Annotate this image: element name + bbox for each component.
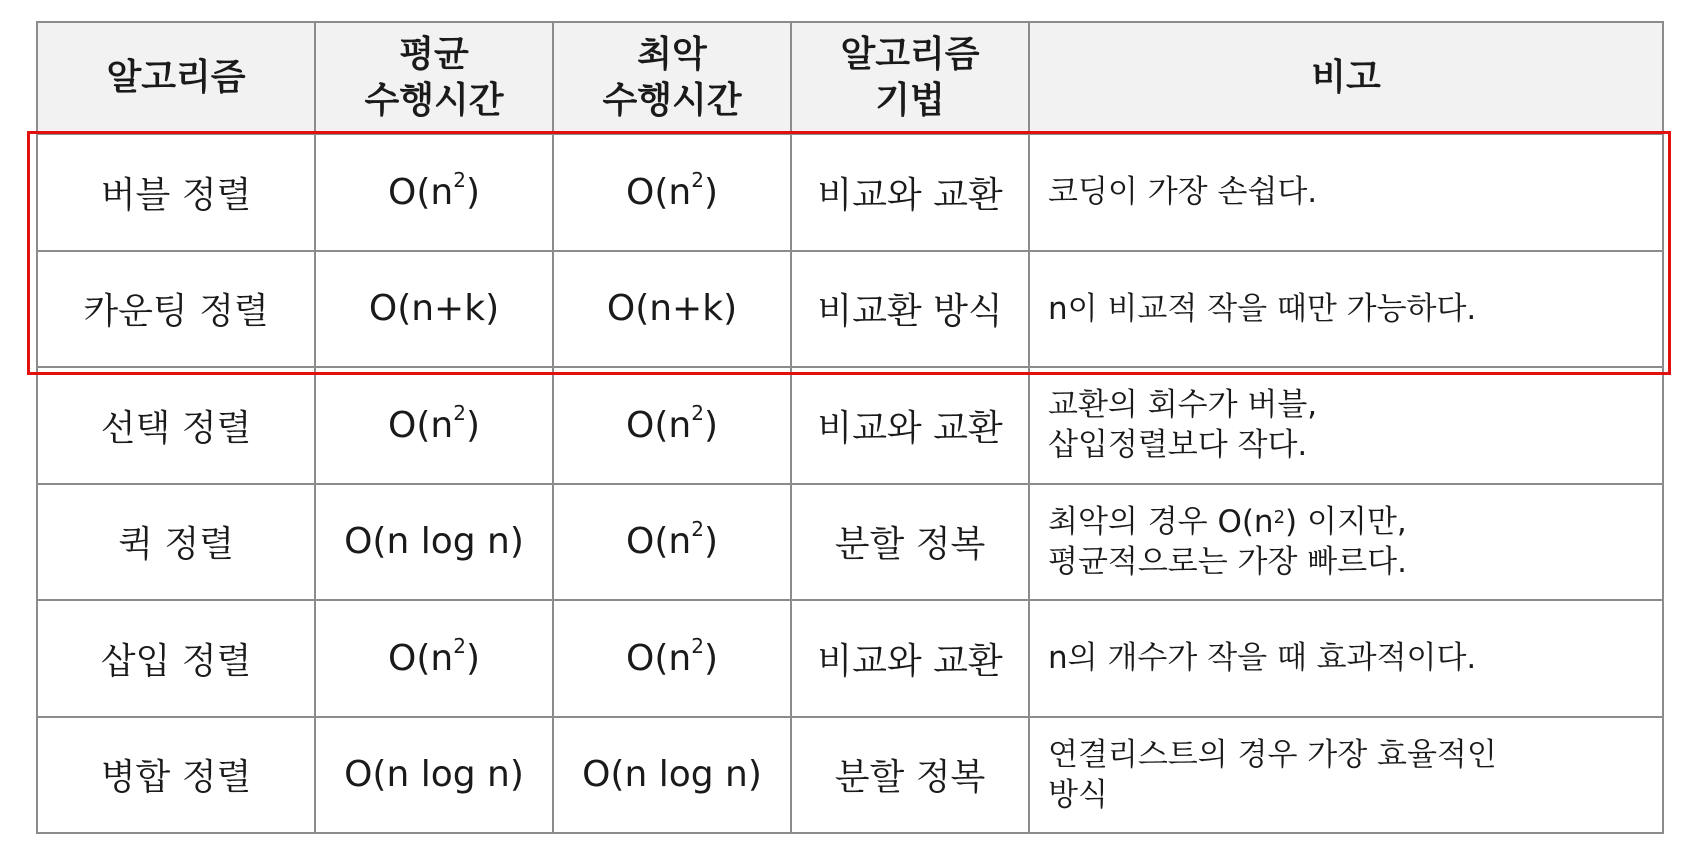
cell-note — [1029, 717, 1663, 834]
note-post: ) 이지만, — [1285, 503, 1407, 540]
cell-worst-time-base: O(n+k) — [606, 288, 738, 330]
cell-worst-time-base: O(n — [626, 521, 692, 563]
cell-algorithm: 병합 정렬 — [37, 717, 315, 834]
cell-worst-time — [553, 717, 791, 834]
cell-average-time — [315, 251, 553, 368]
cell-note — [1029, 134, 1663, 251]
cell-average-time-base: O(n log n) — [344, 754, 524, 796]
cell-average-time — [315, 717, 553, 834]
header-worst-time-line-1: 최악 — [637, 34, 707, 75]
cell-technique: 비교와 교환 — [791, 600, 1029, 717]
header-technique-line-1: 알고리즘 — [840, 34, 980, 75]
cell-note — [1029, 484, 1663, 601]
header-worst-time-line-2: 수행시간 — [602, 80, 742, 121]
cell-note — [1029, 600, 1663, 717]
cell-average-time — [315, 134, 553, 251]
cell-average-time — [315, 367, 553, 484]
sorting-algorithm-table — [36, 21, 1664, 834]
table-body — [37, 134, 1663, 833]
cell-average-time-exponent: 2 — [453, 400, 466, 425]
note-pre: 연결리스트의 경우 가장 효율적인 — [1048, 736, 1497, 773]
cell-average-time-base: O(n+k) — [368, 288, 500, 330]
header-technique-line-2: 기법 — [875, 80, 945, 121]
cell-algorithm: 퀵 정렬 — [37, 484, 315, 601]
table-row — [37, 134, 1663, 251]
cell-algorithm: 삽입 정렬 — [37, 600, 315, 717]
note-line — [1048, 385, 1654, 425]
note-line — [1048, 172, 1654, 212]
cell-worst-time — [553, 251, 791, 368]
cell-worst-time-tail: ) — [703, 171, 718, 213]
header-average-time — [315, 22, 553, 134]
cell-worst-time-base: O(n — [626, 637, 692, 679]
table-header — [37, 22, 1663, 134]
cell-average-time-base: O(n — [388, 637, 454, 679]
note-pre: n의 개수가 작을 때 효과적이다. — [1048, 640, 1477, 677]
cell-worst-time — [553, 484, 791, 601]
note-line — [1048, 638, 1654, 678]
header-average-time-line-2: 수행시간 — [364, 80, 504, 121]
cell-average-time-exponent: 2 — [453, 167, 466, 192]
cell-algorithm: 선택 정렬 — [37, 367, 315, 484]
note-pre: 삽입정렬보다 작다. — [1048, 427, 1308, 464]
note-line — [1048, 735, 1654, 775]
cell-technique: 비교와 교환 — [791, 134, 1029, 251]
note-pre: 평균적으로는 가장 빠르다. — [1048, 543, 1407, 580]
header-technique — [791, 22, 1029, 134]
cell-average-time-base: O(n log n) — [344, 521, 524, 563]
header-note — [1029, 22, 1663, 134]
cell-worst-time-base: O(n log n) — [582, 754, 762, 796]
cell-worst-time-tail: ) — [703, 404, 718, 446]
cell-average-time-tail: ) — [465, 171, 480, 213]
note-line — [1048, 502, 1654, 542]
note-line — [1048, 289, 1654, 329]
header-algorithm — [37, 22, 315, 134]
cell-note — [1029, 367, 1663, 484]
note-line — [1048, 775, 1654, 815]
cell-average-time-base: O(n — [388, 404, 454, 446]
cell-worst-time — [553, 600, 791, 717]
note-pre: n이 비교적 작을 때만 가능하다. — [1048, 290, 1477, 327]
note-line — [1048, 542, 1654, 582]
cell-worst-time-exponent: 2 — [691, 517, 704, 542]
cell-worst-time-base: O(n — [626, 404, 692, 446]
note-pre: 교환의 회수가 버블, — [1048, 387, 1318, 424]
table-row — [37, 600, 1663, 717]
cell-worst-time-exponent: 2 — [691, 400, 704, 425]
note-pre: 코딩이 가장 손쉽다. — [1048, 174, 1318, 211]
cell-worst-time-exponent: 2 — [691, 633, 704, 658]
header-average-time-line-1: 평균 — [399, 34, 469, 75]
cell-average-time — [315, 484, 553, 601]
cell-technique: 비교와 교환 — [791, 367, 1029, 484]
cell-average-time-tail: ) — [465, 404, 480, 446]
cell-average-time-tail: ) — [465, 637, 480, 679]
cell-worst-time — [553, 134, 791, 251]
header-worst-time — [553, 22, 791, 134]
table-row — [37, 251, 1663, 368]
note-line — [1048, 425, 1654, 465]
cell-worst-time-exponent: 2 — [691, 167, 704, 192]
cell-technique: 비교환 방식 — [791, 251, 1029, 368]
table-row — [37, 367, 1663, 484]
header-note-label: 비고 — [1311, 57, 1381, 98]
header-algorithm-label: 알고리즘 — [106, 57, 246, 98]
cell-worst-time — [553, 367, 791, 484]
note-pre: 방식 — [1048, 776, 1108, 813]
cell-technique: 분할 정복 — [791, 717, 1029, 834]
header-row — [37, 22, 1663, 134]
cell-algorithm: 버블 정렬 — [37, 134, 315, 251]
note-sup: 2 — [1273, 506, 1286, 528]
cell-worst-time-base: O(n — [626, 171, 692, 213]
table-row — [37, 484, 1663, 601]
cell-worst-time-tail: ) — [703, 521, 718, 563]
cell-note — [1029, 251, 1663, 368]
cell-average-time-base: O(n — [388, 171, 454, 213]
cell-average-time — [315, 600, 553, 717]
note-pre: 최악의 경우 O(n — [1048, 503, 1274, 540]
cell-algorithm: 카운팅 정렬 — [37, 251, 315, 368]
table-row — [37, 717, 1663, 834]
cell-worst-time-tail: ) — [703, 637, 718, 679]
cell-average-time-exponent: 2 — [453, 633, 466, 658]
cell-technique: 분할 정복 — [791, 484, 1029, 601]
